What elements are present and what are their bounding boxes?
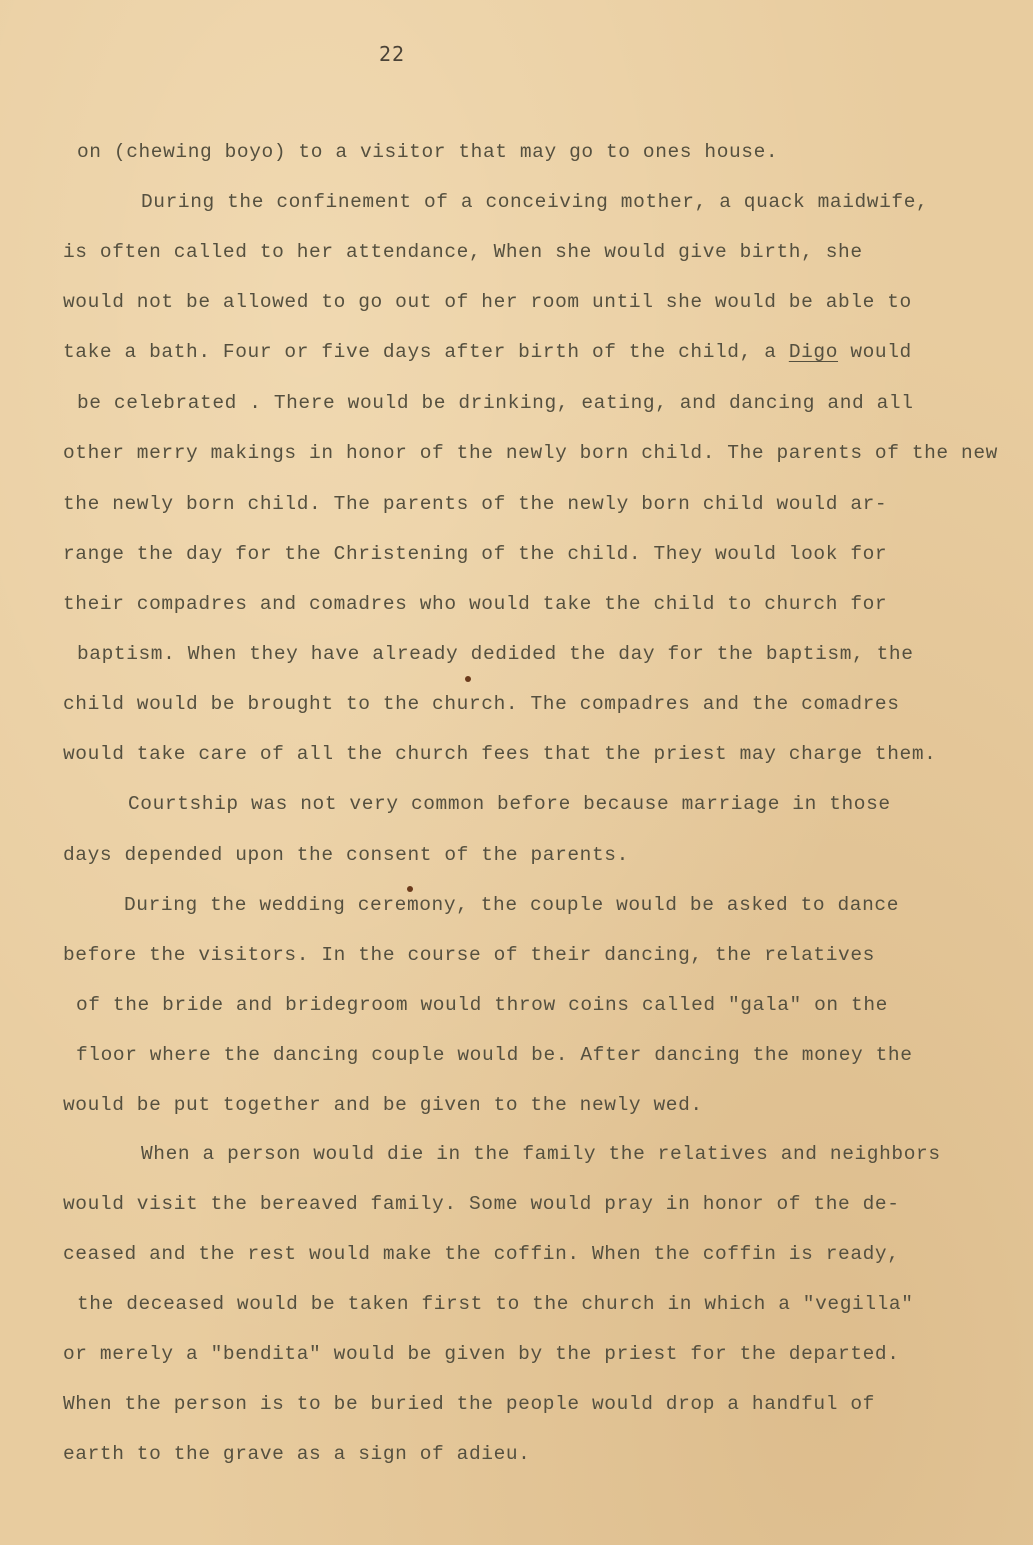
text-line-19: floor where the dancing couple would be. After dancing the money the xyxy=(76,1044,913,1066)
text-line-23: ceased and the rest would make the coffin. When the coffin is ready, xyxy=(63,1243,900,1265)
text-line-5-end: would xyxy=(838,341,912,363)
ink-spot xyxy=(407,886,413,892)
text-line-14: Courtship was not very common before because marriage in those xyxy=(128,793,891,815)
text-line-5-start: take a bath. Four or five days after birth of the child, a xyxy=(63,341,789,363)
text-line-8: the newly born child. The parents of the newly born child would ar- xyxy=(63,493,888,515)
text-line-7: other merry makings in honor of the newly born child. The parents of the new xyxy=(63,442,998,464)
text-line-6: be celebrated . There would be drinking, eating, and dancing and all xyxy=(77,392,914,414)
text-line-3: is often called to her attendance, When she would give birth, she xyxy=(63,241,863,263)
text-line-16: During the wedding ceremony, the couple would be asked to dance xyxy=(124,894,900,916)
text-line-22: would visit the bereaved family. Some would pray in honor of the de- xyxy=(63,1193,900,1215)
text-line-17: before the visitors. In the course of their dancing, the relatives xyxy=(63,944,875,966)
page-number: 22 xyxy=(379,42,406,66)
underlined-word-digo: Digo xyxy=(788,341,839,363)
text-line-1: on (chewing boyo) to a visitor that may go to ones house. xyxy=(77,141,779,163)
text-line-26: When the person is to be buried the people would drop a handful of xyxy=(63,1393,875,1415)
text-line-10: their compadres and comadres who would take the child to church for xyxy=(63,593,888,615)
text-line-25: or merely a "bendita" would be given by the priest for the departed. xyxy=(63,1343,900,1365)
text-line-27: earth to the grave as a sign of adieu. xyxy=(63,1443,531,1465)
text-line-5 xyxy=(63,341,912,363)
text-line-18: of the bride and bridegroom would throw coins called "gala" on the xyxy=(76,994,888,1016)
text-line-2: During the confinement of a conceiving mother, a quack maidwife, xyxy=(141,191,929,213)
text-line-11: baptism. When they have already dedided the day for the baptism, the xyxy=(77,643,914,665)
text-line-24: the deceased would be taken first to the church in which a "vegilla" xyxy=(77,1293,914,1315)
text-line-15: days depended upon the consent of the parents. xyxy=(63,844,629,866)
text-line-13: would take care of all the church fees that the priest may charge them. xyxy=(63,743,937,765)
text-line-4: would not be allowed to go out of her room until she would be able to xyxy=(63,291,912,313)
ink-spot xyxy=(465,676,471,682)
text-line-20: would be put together and be given to the newly wed. xyxy=(63,1094,703,1116)
text-line-21: When a person would die in the family the relatives and neighbors xyxy=(141,1143,941,1165)
text-line-12: child would be brought to the church. The compadres and the comadres xyxy=(63,693,900,715)
text-line-9: range the day for the Christening of the child. They would look for xyxy=(63,543,888,565)
